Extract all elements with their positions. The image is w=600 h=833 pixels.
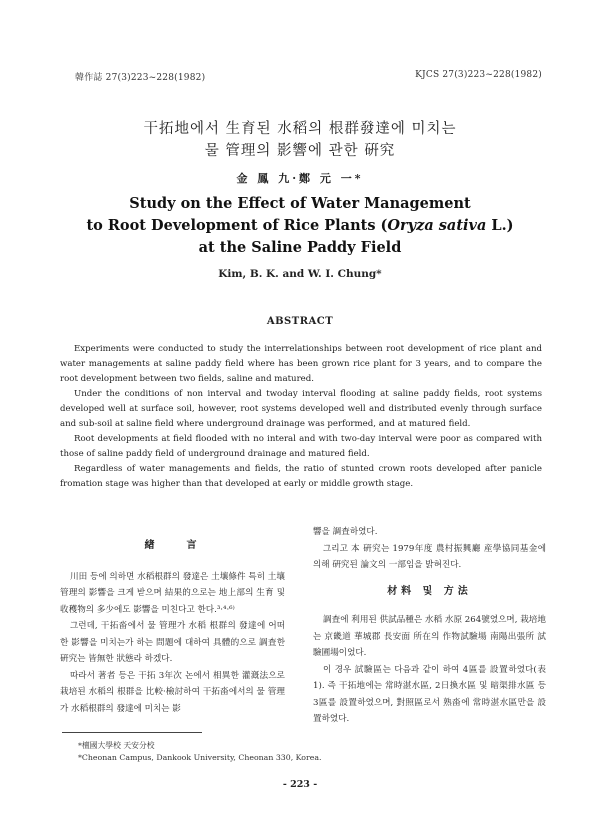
acknowledgement-paragraph: 그리고 本 硏究는 1979年度 農村振興廳 産學協同基金에 의해 硏究된 論文의 一部임을 밝혀진다. — [313, 543, 546, 570]
introduction-paragraph: 따라서 著者 등은 干拓 3年次 논에서 相異한 灌漑法으로 栽培된 水稻의 根群을 比較·檢討하여 干拓畓에서의 물 管理가 水稻根群의 發達에 미치는 影 — [60, 670, 285, 714]
abstract-paragraph: Regardless of water managements and fields, the ratio of stunted crown roots developed after panicle fromation stage was higher than that developed at early or middle growth stage. — [60, 464, 542, 489]
footnote-divider — [62, 732, 202, 733]
english-title-line-1: Study on the Effect of Water Management — [129, 195, 471, 212]
introduction-continuation: 響을 調査하였다. — [313, 527, 378, 537]
english-title — [40, 193, 560, 259]
page-number: - 223 - — [282, 779, 318, 790]
header-citation-en: KJCS 27(3)223~228(1982) — [415, 70, 542, 80]
right-column — [313, 524, 546, 728]
korean-title-line-1: 干拓地에서 生育된 水稻의 根群發達에 미치는 — [143, 121, 457, 137]
footnote-affiliation-en: *Cheonan Campus, Dankook University, Cheonan 330, Korea. — [78, 753, 322, 762]
english-title-line-3: at the Saline Paddy Field — [198, 239, 402, 256]
introduction-paragraph: 川田 등에 의하면 水稻根群의 發達은 土壤條件 특히 土壤 管理의 影響을 크게 받으며 結果的으로는 地上部의 生育 및 收穫物의 多少에도 影響을 미친다고 한다.³·⁴·⁶⁾ — [60, 571, 285, 615]
abstract-paragraph: Root developments at field flooded with no interal and with two-day interval were poor as compared with those of saline paddy field of underground drainage and matured field. — [60, 434, 542, 459]
left-column — [60, 524, 285, 717]
introduction-paragraph: 그런데, 干拓畓에서 물 管理가 水稻 根群의 發達에 어떠한 影響을 미치는가 하는 問題에 대하여 具體的으로 調査한 硏究는 皆無한 狀態라 하겠다. — [60, 621, 285, 664]
methods-heading: 材料 및 方法 — [387, 585, 472, 597]
methods-paragraph: 調査에 利用된 供試品種은 水稻 水原 264號였으며, 栽培地는 京畿道 華城郡 長安面 所在의 作物試驗場 南陽出張所 試驗圃場이었다. — [313, 615, 546, 658]
methods-paragraph: 이 경우 試驗區는 다음과 같이 하여 4區를 設置하였다(表 1). 즉 干拓地에는 常時湛水區, 2日換水區 및 暗渠排水區 등 3區를 設置하였으며, 對照區로서 熟畓에 常時湛水區만을 設置하였다. — [313, 664, 546, 724]
korean-title-line-2: 물 管理의 影響에 관한 硏究 — [204, 143, 396, 159]
english-title-line-2-start: to Root Development of Rice Plants ( — [86, 217, 388, 234]
english-title-line-2-end: L.) — [486, 217, 514, 234]
abstract-paragraph: Under the conditions of non interval and twoday interval flooding at saline paddy fields, root systems developed well at surface soil, however, root systems developed well and distributed evenly through surface and sub-soil at saline field where underground drainage was performed, and at matured field. — [60, 389, 542, 429]
english-title-line-2 — [40, 215, 560, 237]
footnote-affiliation-ko: *檀國大學校 天安分校 — [78, 741, 155, 750]
english-authors: Kim, B. K. and W. I. Chung* — [218, 268, 382, 280]
header-citation-ko: 韓作誌 27(3)223~228(1982) — [75, 73, 206, 83]
korean-authors: 金 鳳 九·鄭 元 一* — [236, 172, 364, 185]
species-name: Oryza sativa — [387, 217, 487, 234]
abstract-heading: ABSTRACT — [266, 316, 334, 327]
korean-title — [40, 118, 560, 162]
introduction-heading: 緖 言 — [144, 540, 201, 551]
abstract-paragraph: Experiments were conducted to study the interrelationships between root development of rice plant and water managements at saline paddy field where has been grown rice plant for 3 years, and to compare the root development between two fields, saline and matured. — [60, 344, 542, 384]
abstract-body — [60, 342, 542, 492]
